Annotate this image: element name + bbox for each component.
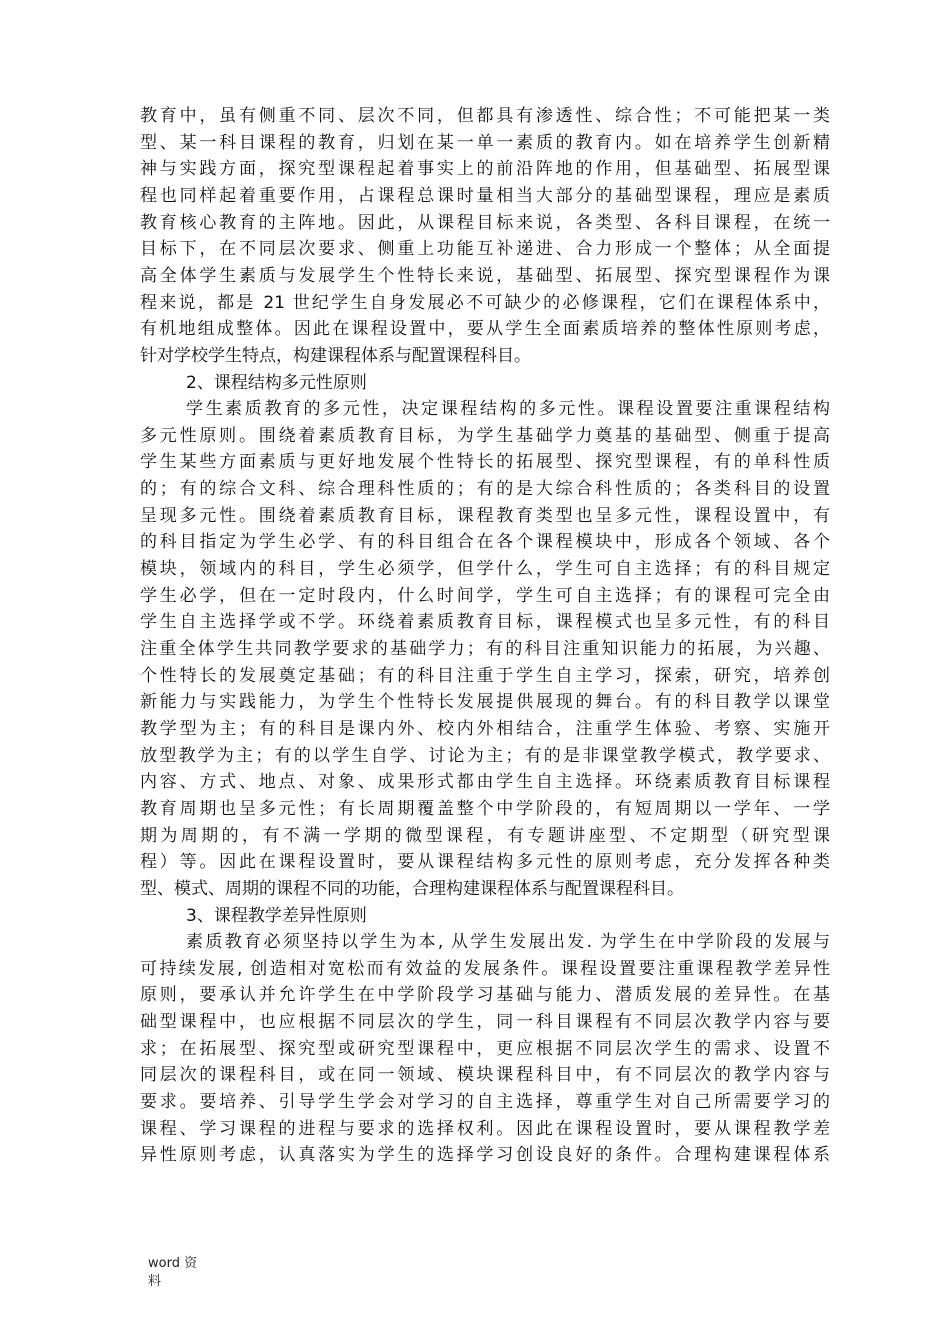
text-line: 课程、学习课程的进程与要求的选择权利。因此在课程设置时，要从课程教学差 [140, 1119, 830, 1139]
text-line: 个性特长的发展奠定基础；有的科目注重于学生自主学习，探索，研究，培养创 [140, 666, 830, 686]
text-line: 放型教学为主；有的以学生自学、讨论为主；有的是非课堂教学模式，教学要求、 [140, 746, 830, 766]
text-line: 的；有的综合文科、综合理科性质的；有的是大综合科性质的；各类科目的设置 [140, 479, 830, 499]
text-line: 期为周期的，有不满一学期的微型课程，有专题讲座型、不定期型（研究型课 [140, 826, 830, 846]
text-line: 础型课程中，也应根据不同层次的学生，同一科目课程有不同层次教学内容与要 [140, 1012, 830, 1032]
text-line: 素质教育必须坚持以学生为本, 从学生发展出发. 为学生在中学阶段的发展与 [186, 932, 830, 952]
text-line: 同层次的课程科目，或在同一领域、模块课程科目中，有不同层次的教学内容与 [140, 1065, 830, 1085]
text-line: 神与实践方面，探究型课程起着事实上的前沿阵地的作用，但基础型、拓展型课 [140, 159, 830, 179]
text-line: 教学型为主；有的科目是课内外、校内外相结合，注重学生体验、考察、实施开 [140, 719, 830, 739]
text-line: 注重全体学生共同教学要求的基础学力；有的科目注重知识能力的拓展，为兴趣、 [140, 639, 830, 659]
text-line: 学生必学，但在一定时段内，什么时间学，学生可自主选择；有的课程可完全由 [140, 586, 830, 606]
text-line: 教育周期也呈多元性；有长周期覆盖整个中学阶段的，有短周期以一学年、一学 [140, 799, 830, 819]
text-line: 学生素质教育的多元性，决定课程结构的多元性。课程设置要注重课程结构 [186, 399, 830, 419]
text-line: 教育核心教育的主阵地。因此，从课程目标来说，各类型、各科目课程，在统一 [140, 213, 830, 233]
text-line: 多元性原则。围绕着素质教育目标，为学生基础学力奠基的基础型、侧重于提高 [140, 426, 830, 446]
text-line: 有机地组成整体。因此在课程设置中，要从学生全面素质培养的整体性原则考虑， [140, 319, 830, 339]
text-line: 型、模式、周期的课程不同的功能，合理构建课程体系与配置课程科目。 [140, 879, 684, 899]
text-line: 求；在拓展型、探究型或研究型课程中，更应根据不同层次学生的需求、设置不 [140, 1039, 830, 1059]
text-line: 内容、方式、地点、对象、成果形式都由学生自主选择。环绕素质教育目标课程 [140, 772, 830, 792]
footer-label-line1: word 资 [148, 1256, 198, 1271]
text-line: 新能力与实践能力，为学生个性特长发展提供展现的舞台。有的科目教学以课堂 [140, 692, 830, 712]
section-heading: 2、课程结构多元性原则 [186, 373, 367, 393]
text-line: 高全体学生素质与发展学生个性特长来说，基础型、拓展型、探究型课程作为课 [140, 266, 830, 286]
text-line: 程也同样起着重要作用，占课程总课时量相当大部分的基础型课程，理应是素质 [140, 186, 830, 206]
text-line: 学生某些方面素质与更好地发展个性特长的拓展型、探究型课程，有的单科性质 [140, 452, 830, 472]
text-line: 教育中，虽有侧重不同、层次不同，但都具有渗透性、综合性；不可能把某一类 [140, 106, 830, 126]
text-line: 型、某一科目课程的教育，归划在某一单一素质的教育内。如在培养学生创新精 [140, 133, 830, 153]
text-line: 针对学校学生特点，构建课程体系与配置课程科目。 [140, 346, 531, 366]
text-line: 异性原则考虑，认真落实为学生的选择学习创设良好的条件。合理构建课程体系 [140, 1145, 830, 1165]
text-line: 目标下，在不同层次要求、侧重上功能互补递进、合力形成一个整体；从全面提 [140, 239, 830, 259]
text-line: 原则，要承认并允许学生在中学阶段学习基础与能力、潜质发展的差异性。在基 [140, 985, 830, 1005]
text-line: 学生自主选择学或不学。环绕着素质教育目标，课程模式也呈多元性，有的科目 [140, 612, 830, 632]
text-line: 程）等。因此在课程设置时，要从课程结构多元性的原则考虑，充分发挥各种类 [140, 852, 830, 872]
section-heading: 3、课程教学差异性原则 [186, 906, 367, 926]
text-line: 可持续发展, 创造相对宽松而有效益的发展条件。课程设置要注重课程教学差异性 [140, 959, 830, 979]
text-line: 呈现多元性。围绕着素质教育目标，课程教育类型也呈多元性，课程设置中，有 [140, 506, 830, 526]
text-line: 要求。要培养、引导学生学会对学习的自主选择，尊重学生对自己所需要学习的 [140, 1092, 830, 1112]
text-line: 的科目指定为学生必学、有的科目组合在各个课程模块中，形成各个领域、各个 [140, 532, 830, 552]
text-line: 程来说，都是 21 世纪学生自身发展必不可缺少的必修课程，它们在课程体系中， [140, 293, 830, 313]
text-line: 模块，领域内的科目，学生必须学，但学什么，学生可自主选择；有的科目规定 [140, 559, 830, 579]
footer-label-line2: 料 [148, 1274, 162, 1289]
